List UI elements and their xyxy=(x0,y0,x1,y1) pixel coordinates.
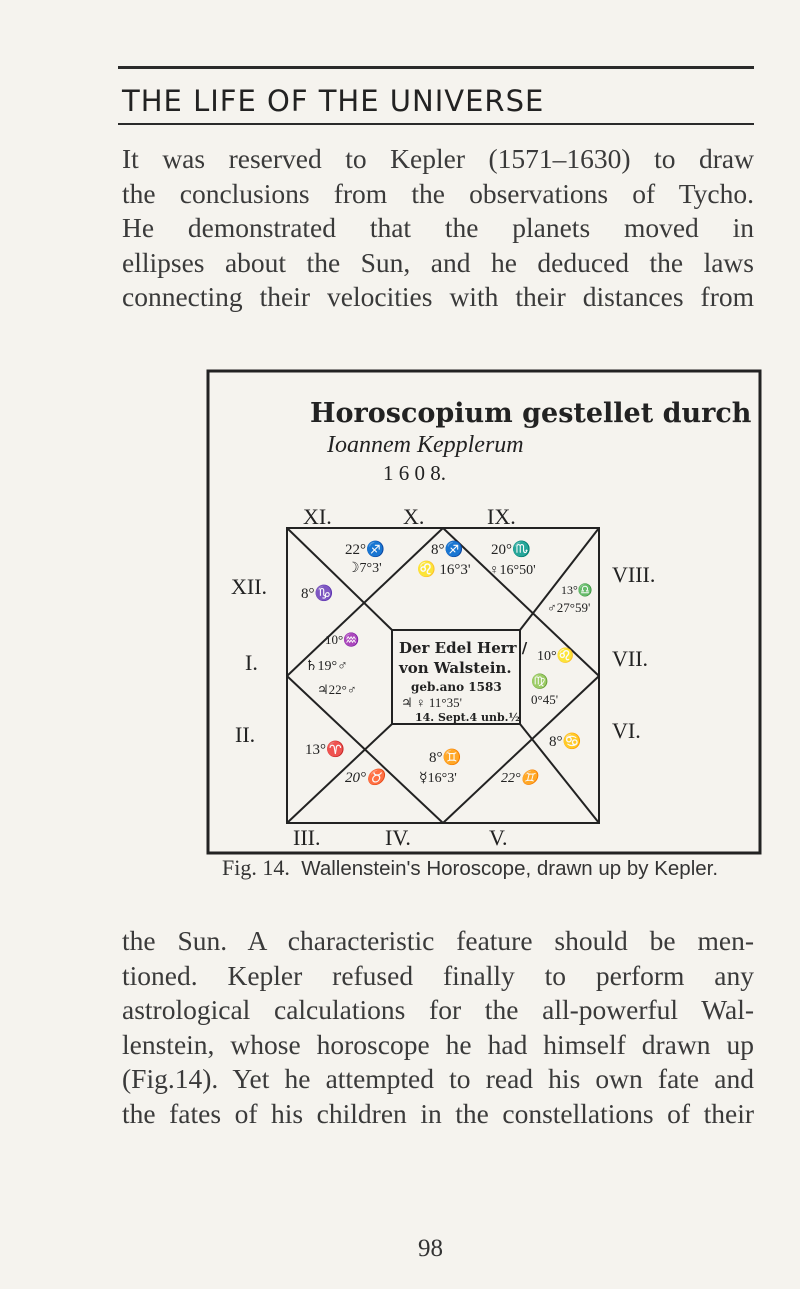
house-label-iv: IV. xyxy=(385,825,411,850)
house-label-xi: XI. xyxy=(303,504,332,529)
cell-h4-b: ☿16°3' xyxy=(419,771,457,786)
cell-h1-c: ♃22°♂ xyxy=(317,682,357,697)
house-label-ii: II. xyxy=(235,722,256,747)
paragraph-top xyxy=(122,142,754,315)
cell-h1-a: 10°♒ xyxy=(325,632,360,647)
horoscope-diagram xyxy=(205,368,763,856)
house-label-xii: XII. xyxy=(231,574,268,599)
cell-h4-a: 8°♊ xyxy=(429,750,462,766)
cell-h12: 8°♑ xyxy=(301,586,334,602)
house-label-v: V. xyxy=(489,825,508,850)
running-head: THE LIFE OF THE UNIVERSE xyxy=(122,84,545,118)
paragraph-bottom xyxy=(122,924,754,1131)
cell-h2: 13°♈ xyxy=(305,742,345,758)
figure-year: 1 6 0 8. xyxy=(383,461,446,485)
horoscope-figure xyxy=(205,368,763,856)
center-line-1: Der Edel Herr / xyxy=(399,639,528,657)
cell-h9-a: 20°♏ xyxy=(491,542,531,558)
caption-text: Wallenstein's Horoscope, drawn up by Kepler. xyxy=(301,857,719,880)
cell-h10-lower: ♌ 16°3' xyxy=(417,562,471,578)
figure-title: Horoscopium gestellet durch xyxy=(310,398,752,429)
center-line-2: von Walstein. xyxy=(399,659,512,677)
center-line-4: ♃ ♀ 11°35' xyxy=(401,695,462,710)
figure-subtitle: Ioannem Kepplerum xyxy=(327,432,524,458)
cell-h7-a: 10°♌ xyxy=(537,649,575,664)
house-label-ix: IX. xyxy=(487,504,516,529)
house-label-vii: VII. xyxy=(612,646,649,671)
text-line: It was reserved to Kepler (1571–1630) to draw xyxy=(122,143,754,174)
text-line: the fates of his children in the constellations of their xyxy=(122,1097,754,1129)
house-label-viii: VIII. xyxy=(612,562,656,587)
cell-h7-c: 0°45' xyxy=(531,692,559,707)
cell-h8-b: ♂27°59' xyxy=(547,600,591,615)
text-line: (Fig.14). Yet he attempted to read his own fate and xyxy=(122,1063,754,1094)
header-rule-bottom xyxy=(118,123,754,125)
center-line-3: geb.ano 1583 xyxy=(411,680,502,694)
cell-h9-b: ♀16°50' xyxy=(489,563,536,578)
house-label-iii: III. xyxy=(293,825,321,850)
cell-h7-b: ♍ xyxy=(531,675,549,690)
center-line-5: 14. Sept.4 unb.½ xyxy=(415,711,520,724)
text-line: ellipses about the Sun, and he deduced the laws xyxy=(122,246,754,278)
page-number: 98 xyxy=(418,1235,443,1262)
text-line: connecting their velocities with their distances from xyxy=(122,281,754,312)
cell-h8-a: 13°♎ xyxy=(561,583,593,597)
text-line: the Sun. A characteristic feature should be men- xyxy=(122,925,754,956)
text-line: the conclusions from the observations of Tycho. xyxy=(122,177,754,209)
cell-h11-b: ☽7°3' xyxy=(347,561,382,576)
cell-h3: 20°♉ xyxy=(345,770,385,786)
cell-h5: 22°♊ xyxy=(501,771,539,786)
house-label-i: I. xyxy=(245,650,258,675)
text-line: He demonstrated that the planets moved in xyxy=(122,212,754,243)
house-label-x: X. xyxy=(403,504,425,529)
cell-h11-a: 22°♐ xyxy=(345,542,385,558)
text-line: lenstein, whose horoscope he had himself drawn up xyxy=(122,1028,754,1060)
cell-h10-upper: 8°♐ xyxy=(431,542,464,558)
text-line: tioned. Kepler refused finally to perform any xyxy=(122,959,754,991)
house-label-vi: VI. xyxy=(612,718,641,743)
figure-caption xyxy=(222,855,718,881)
header-rule-top xyxy=(118,66,754,69)
caption-figure-number: Fig. 14. xyxy=(222,855,290,880)
cell-h6: 8°♋ xyxy=(549,734,582,750)
cell-h1-b: ♄19°♂ xyxy=(305,659,348,674)
text-line: astrological calculations for the all-powerful Wal- xyxy=(122,994,754,1025)
